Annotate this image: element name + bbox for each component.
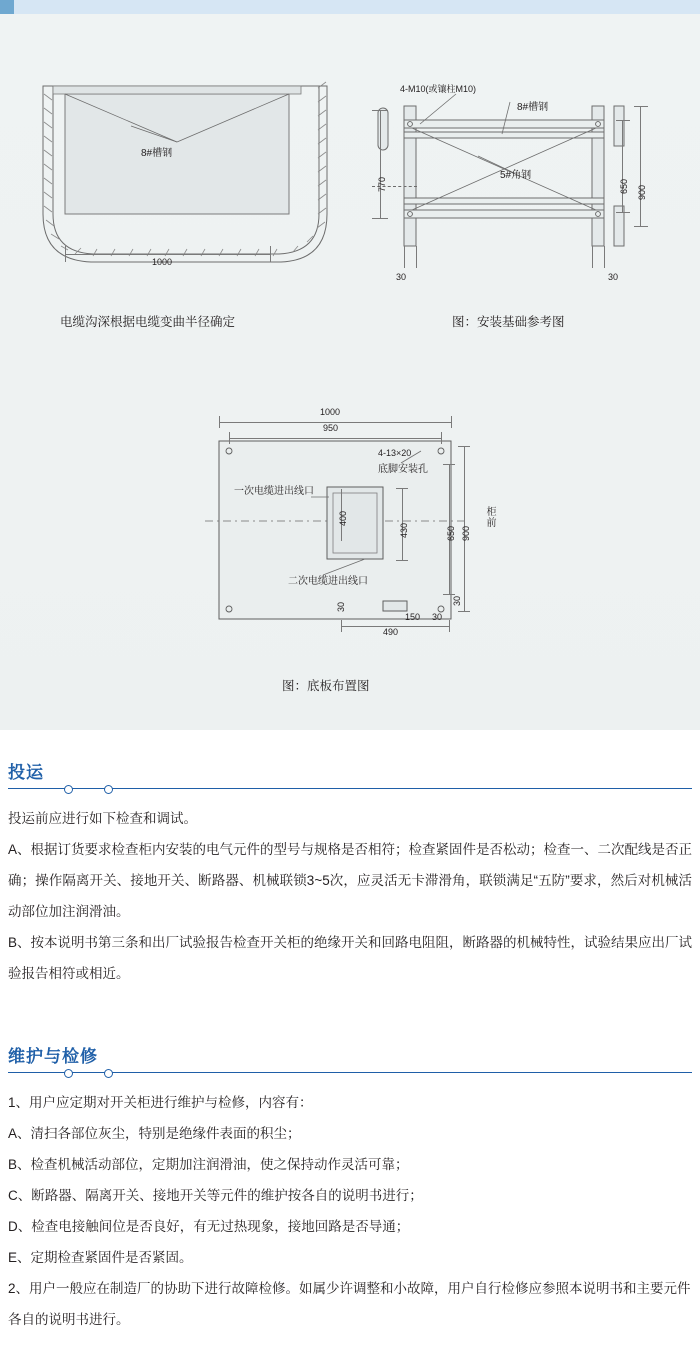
fig3-490-tick-left	[341, 620, 342, 632]
fig3-dim-950: 950	[323, 423, 339, 433]
fig2-left30-ext	[404, 246, 405, 268]
fig1-channel-steel-label: 8#槽钢	[141, 148, 173, 159]
section-maintenance	[8, 1042, 692, 1335]
fig3-650-tick-top	[443, 464, 455, 465]
fig2-770-tick-bottom	[372, 218, 388, 219]
trench-outline	[35, 64, 335, 274]
fig2-right30-ext2	[604, 246, 605, 268]
fig2-right30-ext	[592, 246, 593, 268]
fig3-dim-30b: 30	[432, 612, 443, 622]
fig3-950-dim-line	[229, 438, 441, 439]
figure-panel	[0, 14, 700, 730]
fig3-dim-650: 650	[446, 525, 456, 541]
fig2-dim-left-30: 30	[396, 272, 407, 282]
fig2-left30-ext2	[416, 246, 417, 268]
fig3-primary-cable-label: 一次电缆进出线口	[234, 486, 314, 497]
fig2-900-dim-line	[640, 106, 641, 226]
fig2-channel-steel-label: 8#槽钢	[517, 102, 549, 113]
fig3-dim-1000: 1000	[320, 407, 341, 417]
section-rule-dot-2	[104, 1069, 113, 1078]
fig3-1000-tick-right	[451, 416, 452, 428]
fig3-dim-400: 400	[338, 510, 348, 526]
section-title-commissioning: 投运	[8, 763, 44, 782]
fig1-width-tick-left	[65, 246, 66, 262]
fig3-dim-490: 490	[383, 627, 399, 637]
fig3-650-tick-bottom	[443, 594, 455, 595]
fig2-650-dim-line	[622, 120, 623, 212]
base-plate-outline	[205, 429, 505, 659]
section-rule-maintenance	[8, 1069, 692, 1077]
fig3-900-tick-top	[458, 446, 470, 447]
fig2-650-tick-bottom	[616, 212, 630, 213]
commissioning-paragraph-1: A、根据订货要求检查柜内安装的电气元件的型号与规格是否相符；检查紧固件是否松动；检查一、二次配线是否正确；操作隔离开关、接地开关、断路器、机械联锁3~5次，应灵活无卡滞滑角，联锁满足“五防”要求，然后对机械活动部位加注润滑油。	[8, 842, 693, 919]
fig2-caption: 图：安装基础参考图	[452, 315, 565, 329]
fig3-dim-430: 430	[399, 522, 409, 538]
fig3-dim-30c: 30	[452, 595, 462, 606]
maintenance-item-5: E、定期检查紧固件是否紧固。	[8, 1250, 193, 1265]
fig2-dim-right-30: 30	[608, 272, 619, 282]
fig2-angle-steel-label: 5#角钢	[500, 170, 532, 181]
fig3-430-tick-bottom	[396, 560, 408, 561]
fig3-hole-label-line1: 4-13×20	[378, 448, 412, 458]
fig3-secondary-cable-label: 二次电缆进出线口	[288, 576, 368, 587]
fig2-dim-770: 770	[377, 176, 387, 192]
commissioning-paragraph-2: B、按本说明书第三条和出厂试验报告检查开关柜的绝缘开关和回路电阻阻，断路器的机械特性，试验结果应出厂试验报告相符或相近。	[8, 935, 693, 981]
maintenance-item-2: B、检查机械活动部位，定期加注润滑油，使之保持动作灵活可靠；	[8, 1157, 409, 1172]
section-rule-dot-1	[64, 785, 73, 794]
section-rule-dot-1	[64, 1069, 73, 1078]
section-rule-dot-2	[104, 785, 113, 794]
fig3-dim-30a: 30	[336, 601, 346, 612]
fig1-caption: 电缆沟深根据电缆变曲半径确定	[60, 315, 236, 329]
fig2-770-dim-line	[380, 110, 381, 218]
fig2-900-tick-bottom	[634, 226, 648, 227]
fig3-490-tick-right	[449, 620, 450, 632]
fig2-dim-650: 650	[619, 178, 629, 194]
fig3-dim-150: 150	[405, 612, 421, 622]
fig3-caption: 图：底板布置图	[282, 679, 370, 693]
section-commissioning	[8, 758, 692, 989]
fig2-bolt-label: 4-M10(或镶柱M10)	[400, 84, 477, 94]
maintenance-item-3: C、断路器、隔离开关、接地开关等元件的维护按各自的说明书进行；	[8, 1188, 423, 1203]
fig2-770-tick-top	[372, 110, 388, 111]
maintenance-item-6: 2、用户一般应在制造厂的协助下进行故障检修。如属少许调整和小故障，用户自行检修应参照本说明书和主要元件各自的说明书进行。	[8, 1281, 691, 1327]
fig2-dim-900: 900	[637, 184, 647, 200]
fig3-1000-tick-left	[219, 416, 220, 428]
fig2-650-tick-top	[616, 120, 630, 121]
fig1-width-dim: 1000	[152, 257, 173, 267]
maintenance-item-4: D、检查电接触间位是否良好，有无过热现象，接地回路是否导通；	[8, 1219, 410, 1234]
fig3-front-label: 柜前	[484, 506, 495, 528]
fig3-430-tick-top	[396, 488, 408, 489]
fig1-width-tick-right	[270, 246, 271, 262]
fig3-950-tick-right	[441, 432, 442, 444]
fig3-900-tick-bottom	[458, 611, 470, 612]
page-top-bar	[0, 0, 700, 15]
fig1-width-dim-line	[65, 254, 270, 255]
commissioning-paragraph-0: 投运前应进行如下检查和调试。	[8, 811, 197, 826]
section-title-maintenance: 维护与检修	[8, 1047, 98, 1066]
fig3-dim-900: 900	[461, 525, 471, 541]
fig2-900-tick-top	[634, 106, 648, 107]
fig3-950-tick-left	[229, 432, 230, 444]
top-bar-accent	[0, 0, 14, 14]
maintenance-item-1: A、清扫各部位灰尘，特别是绝缘件表面的积尘；	[8, 1126, 301, 1141]
fig3-hole-label-line2: 底脚安装孔	[378, 464, 428, 475]
maintenance-item-0: 1、用户应定期对开关柜进行维护与检修，内容有：	[8, 1095, 313, 1110]
section-rule-commissioning	[8, 785, 692, 793]
